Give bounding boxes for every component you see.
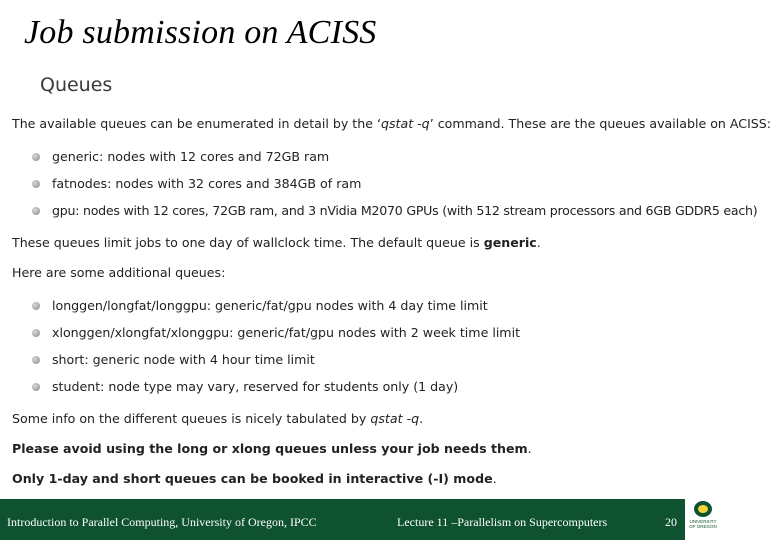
bullet-icon	[32, 329, 40, 337]
logo-text: UNIVERSITY OF OREGON	[689, 519, 717, 529]
qstat-command: qstat -q	[370, 411, 420, 426]
university-logo	[686, 499, 720, 540]
info-text: Some info on the different queues is nicely tabulated by qstat -q.	[12, 411, 424, 426]
bullet-icon	[32, 153, 40, 161]
limit-text: These queues limit jobs to one day of wallclock time. The default queue is generic.	[12, 235, 541, 250]
bullet-icon	[32, 207, 40, 215]
list-item: longgen/longfat/longgpu: generic/fat/gpu nodes with 4 day time limit	[32, 298, 488, 313]
bullet-icon	[32, 302, 40, 310]
footer-lecture: Lecture 11 –Parallelism on Supercomputers	[397, 515, 608, 529]
list-item: gpu: nodes with 12 cores, 72GB ram, and 3 nVidia M2070 GPUs (with 512 stream processors and 6GB GDDR5 each)	[32, 203, 757, 218]
list-item: student: node type may vary, reserved for students only (1 day)	[32, 379, 458, 394]
list-item: short: generic node with 4 hour time limit	[32, 352, 315, 367]
list-item: generic: nodes with 12 cores and 72GB ram	[32, 149, 329, 164]
warning-long-queues: Please avoid using the long or xlong queues unless your job needs them.	[12, 441, 532, 456]
intro-text: The available queues can be enumerated in detail by the ‘qstat -q’ command. These are the queues available on ACISS:	[12, 116, 771, 131]
warning-interactive-mode: Only 1-day and short queues can be booked in interactive (-I) mode.	[12, 471, 497, 486]
qstat-command: qstat -q	[380, 116, 430, 131]
additional-queues-text: Here are some additional queues:	[12, 265, 226, 280]
page-number: 20	[665, 515, 677, 529]
section-heading: Queues	[40, 74, 113, 96]
bullet-icon	[32, 356, 40, 364]
bullet-icon	[32, 180, 40, 188]
bullet-icon	[32, 383, 40, 391]
list-item: xlonggen/xlongfat/xlonggpu: generic/fat/gpu nodes with 2 week time limit	[32, 325, 520, 340]
footer-course: Introduction to Parallel Computing, University of Oregon, IPCC	[7, 515, 317, 529]
o-logo-icon	[694, 501, 712, 517]
list-item: fatnodes: nodes with 32 cores and 384GB of ram	[32, 176, 361, 191]
slide-title: Job submission on ACISS	[24, 14, 377, 51]
